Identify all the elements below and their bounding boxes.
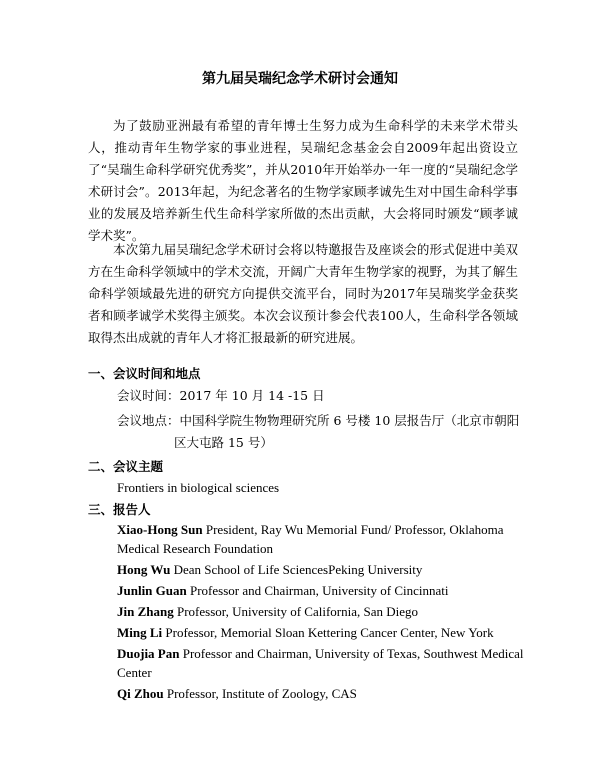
venue-value: 中国科学院生物物理研究所 6 号楼 10 层报告厅（北京市朝阳区大屯路 15 号） (174, 413, 520, 450)
speaker-affiliation: President, Ray Wu Memorial Fund/ Professor, Oklahoma Medical Research Foundation (117, 522, 504, 556)
speaker-affiliation: Professor, University of California, San Diego (173, 604, 419, 619)
speaker-affiliation: Dean School of Life SciencesPeking University (170, 562, 423, 577)
venue-label: 会议地点： (117, 413, 180, 428)
meeting-time: 会议时间：2017 年 10 月 14 -15 日 (117, 388, 325, 403)
section-heading-theme: 二、会议主题 (88, 459, 164, 474)
speaker-name: Hong Wu (117, 562, 171, 577)
speaker-item (117, 644, 527, 682)
meeting-theme: Frontiers in biological sciences (117, 480, 280, 495)
speaker-name: Ming Li (117, 625, 163, 640)
speaker-affiliation: Professor, Institute of Zoology, CAS (163, 686, 357, 701)
intro-paragraph-1: 为了鼓励亚洲最有希望的青年博士生努力成为生命科学的未来学术带头人，推动青年生物学家的事业进程，吴瑞纪念基金会自2009年起出资设立了“吴瑞生命科学研究优秀奖”，并从2010年开始举办一年一度的“吴瑞纪念学术研讨会”。2013年起，为纪念著名的生物学家顾孝诚先生对中国生命科学事业的发展及培养新生代生命科学家所做的杰出贡献，大会将同时颁发“顾孝诚学术奖”。 (88, 118, 518, 243)
page-title: 第九届吴瑞纪念学术研讨会通知 (202, 71, 398, 87)
speaker-name: Xiao-Hong Sun (117, 522, 203, 537)
speaker-name: Junlin Guan (117, 583, 187, 598)
speaker-item (117, 520, 527, 558)
speaker-name: Qi Zhou (117, 686, 164, 701)
speaker-affiliation: Professor, Memorial Sloan Kettering Cancer Center, New York (162, 625, 494, 640)
speaker-item (117, 623, 527, 642)
speaker-name: Jin Zhang (117, 604, 174, 619)
speaker-name: Duojia Pan (117, 646, 180, 661)
speaker-item (117, 581, 527, 600)
speaker-affiliation: Professor and Chairman, University of Texas, Southwest Medical Center (117, 646, 524, 680)
section-heading-speakers: 三、报告人 (88, 502, 151, 517)
section-heading-time-venue: 一、会议时间和地点 (88, 366, 201, 381)
speaker-affiliation: Professor and Chairman, University of Cincinnati (186, 583, 449, 598)
intro-paragraph-2: 本次第九届吴瑞纪念学术研讨会将以特邀报告及座谈会的形式促进中美双方在生命科学领域中的学术交流，开阔广大青年生物学家的视野，为其了解生命科学领域最先进的研究方向提供交流平台，同时为2017年吴瑞奖学金获奖者和顾孝诚学术奖得主颁奖。本次会议预计参会代表100人，生命科学各领域取得杰出成就的青年人才将汇报最新的研究进展。 (88, 242, 518, 345)
speaker-item (117, 602, 527, 621)
speaker-list (117, 520, 527, 705)
meeting-venue (117, 410, 527, 454)
speaker-item (117, 684, 527, 703)
speaker-item (117, 560, 527, 579)
